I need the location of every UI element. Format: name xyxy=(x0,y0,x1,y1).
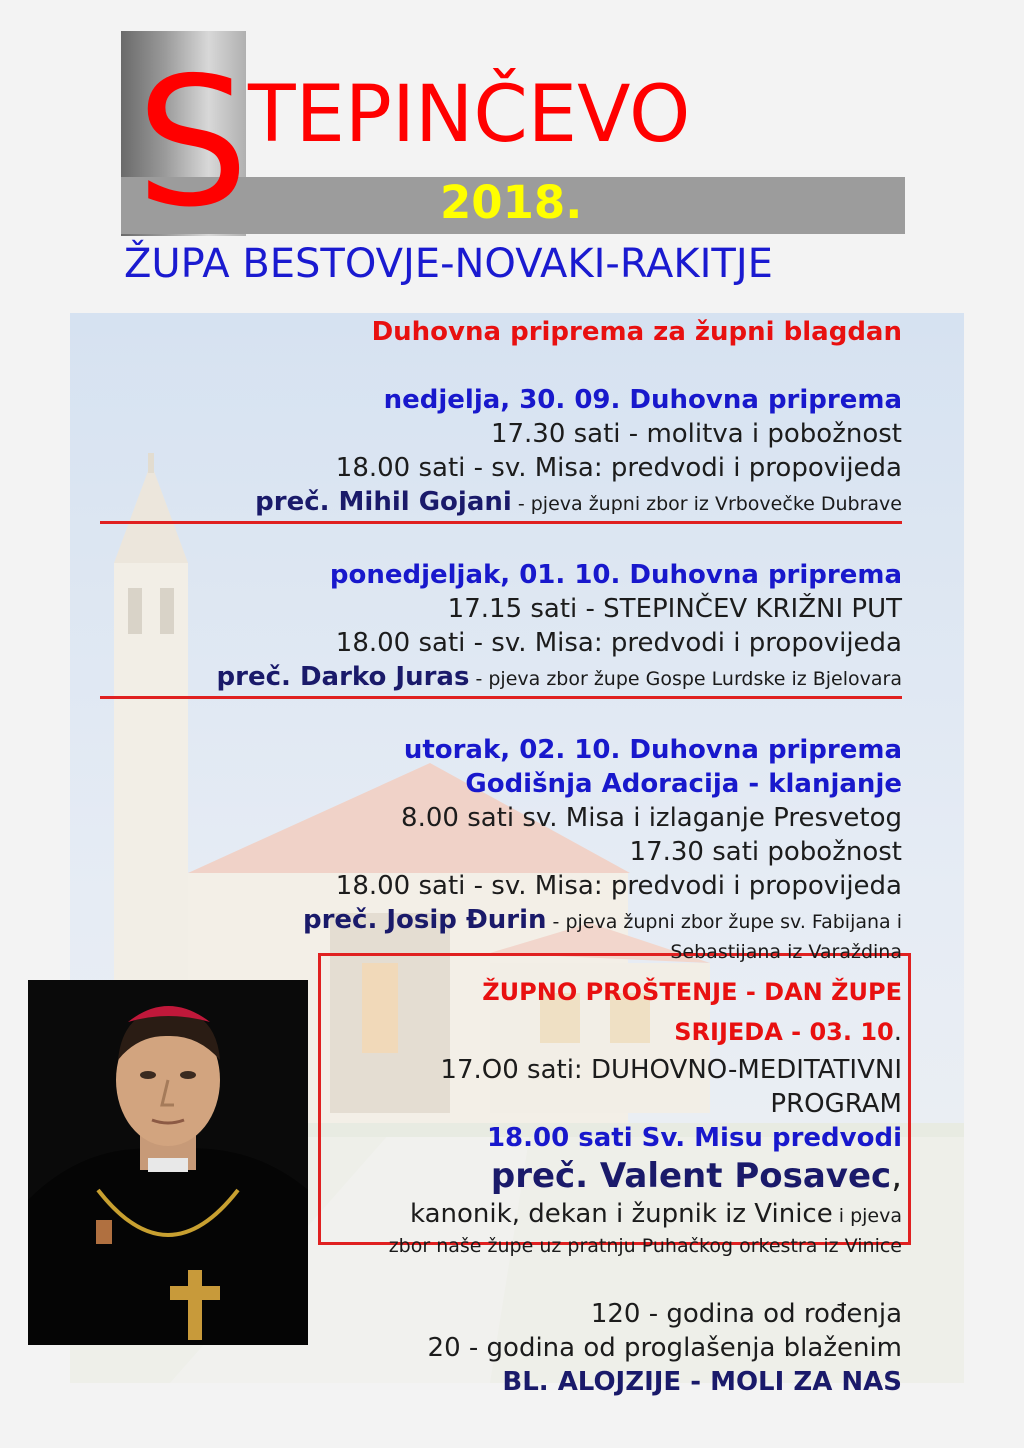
day3-priest-line xyxy=(100,903,902,939)
feast-priest-line xyxy=(100,1155,902,1197)
day1-line1: 17.30 sati - molitva i pobožnost xyxy=(490,419,902,449)
feast-mass: 18.00 sati Sv. Misu predvodi xyxy=(486,1123,902,1153)
feast-choir: zbor naše župe uz pratnju Puhačkog orkestra iz Vinice xyxy=(388,1235,902,1257)
day2-choir: - pjeva zbor župe Gospe Lurdske iz Bjelovara xyxy=(469,668,902,690)
day2-priest: preč. Darko Juras xyxy=(216,662,470,692)
year-label: 2018. xyxy=(440,176,583,229)
feast-priest-comma: , xyxy=(891,1156,902,1196)
feast-role-line xyxy=(100,1197,902,1233)
parish-name: ŽUPA BESTOVJE-NOVAKI-RAKITJE xyxy=(124,241,773,287)
feast-role-small: i pjeva xyxy=(832,1205,902,1227)
day2-priest-line xyxy=(100,660,902,699)
feast-date: SRIJEDA - 03. 10 xyxy=(674,1018,894,1046)
footer-line1: 120 - godina od rođenja xyxy=(590,1299,902,1329)
day3-line3: 18.00 sati - sv. Misa: predvodi i propovijeda xyxy=(335,871,902,901)
day1-line2: 18.00 sati - sv. Misa: predvodi i propovijeda xyxy=(335,453,902,483)
day3-subheading: Godišnja Adoracija - klanjanje xyxy=(465,769,902,799)
page-title: TEPINČEVO xyxy=(248,70,691,160)
feast-line1: 17.O0 sati: DUHOVNO-MEDITATIVNI xyxy=(440,1055,902,1085)
day3-heading: utorak, 02. 10. Duhovna priprema xyxy=(403,735,902,765)
feast-date-dot: . xyxy=(893,1017,902,1047)
intro-heading: Duhovna priprema za župni blagdan xyxy=(371,317,902,347)
day3-line1: 8.00 sati sv. Misa i izlaganje Presvetog xyxy=(401,803,902,833)
day2-line1: 17.15 sati - STEPINČEV KRIŽNI PUT xyxy=(447,594,902,624)
title-initial: S xyxy=(136,39,249,246)
day1-heading: nedjelja, 30. 09. Duhovna priprema xyxy=(383,385,902,415)
footer-prayer: BL. ALOJZIJE - MOLI ZA NAS xyxy=(502,1367,902,1397)
feast-heading: ŽUPNO PROŠTENJE - DAN ŽUPE xyxy=(482,978,902,1006)
feast-priest: preč. Valent Posavec xyxy=(490,1156,892,1196)
day1-choir: - pjeva župni zbor iz Vrbovečke Dubrave xyxy=(511,493,902,515)
day2-heading: ponedjeljak, 01. 10. Duhovna priprema xyxy=(329,560,902,590)
feast-role: kanonik, dekan i župnik iz Vinice xyxy=(410,1199,833,1229)
day3-choir: - pjeva župni zbor župe sv. Fabijana i xyxy=(546,911,902,933)
day3-priest: preč. Josip Đurin xyxy=(302,905,547,935)
day1-priest-line xyxy=(100,485,902,524)
day2-line2: 18.00 sati - sv. Misa: predvodi i propovijeda xyxy=(335,628,902,658)
day3-choir-cont: Sebastijana iz Varaždina xyxy=(670,941,902,963)
feast-date-line xyxy=(100,1015,902,1049)
feast-line2: PROGRAM xyxy=(770,1089,902,1119)
program-text xyxy=(100,315,902,1399)
day3-line2: 17.30 sati pobožnost xyxy=(629,837,902,867)
footer-line2: 20 - godina od proglašenja blaženim xyxy=(427,1333,902,1363)
day1-priest: preč. Mihil Gojani xyxy=(255,487,512,517)
